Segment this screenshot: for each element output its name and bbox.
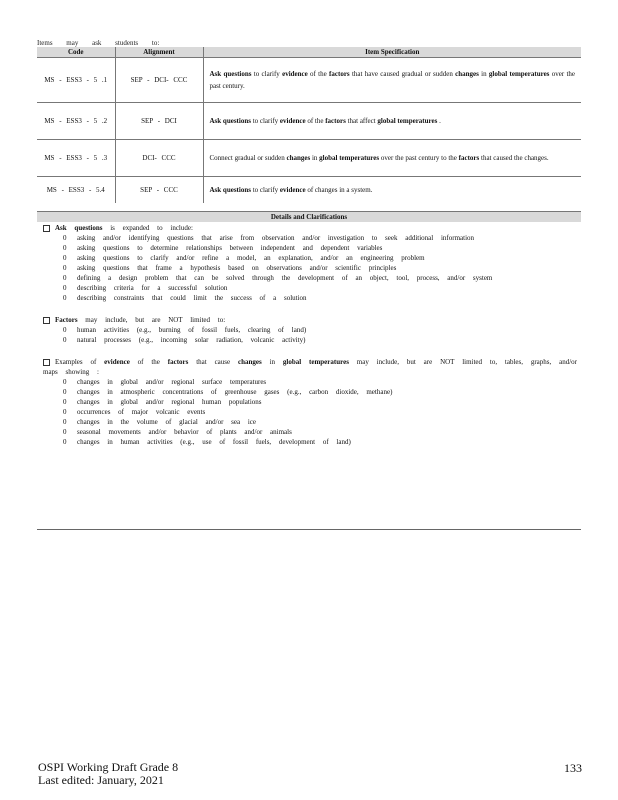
list-item-text: changes in global and/or regional surface temperatures [77, 378, 267, 386]
list-item [63, 233, 577, 243]
bottom-rule [37, 529, 581, 530]
text-run: that have caused gradual or sudden [349, 70, 456, 78]
emphasized-term: evidence [279, 186, 306, 194]
text-run: in [478, 70, 489, 78]
alignment-cell: SEP - DCI [115, 103, 203, 140]
list-item [63, 387, 577, 397]
list-item-text: changes in atmospheric concentrations of greenhouse gases (e.g., carbon dioxide, methane) [77, 388, 393, 396]
bullet-icon: 0 [63, 398, 67, 406]
emphasized-term: Ask questions [209, 70, 252, 78]
bullet-icon: 0 [63, 388, 67, 396]
text-run: may include, but are NOT limited to, tables, graphs, and/or maps showing : [43, 358, 577, 376]
bullet-icon: 0 [63, 428, 67, 436]
list-item [63, 407, 577, 417]
list-item-text: describing constraints that could limit the success of a solution [77, 294, 307, 302]
emphasized-term: global temperatures [488, 70, 550, 78]
text-run: may include, but are NOT limited to: [77, 316, 226, 324]
spec-cell [203, 103, 581, 140]
details-list [37, 377, 577, 447]
bullet-icon: 0 [63, 234, 67, 242]
details-block-title [37, 357, 577, 377]
text-run: of changes in a system. [305, 186, 373, 194]
emphasized-term: Ask questions [209, 186, 251, 194]
details-block [37, 315, 577, 345]
list-item-text: describing criteria for a successful solution [77, 284, 228, 292]
code-cell: MS - ESS3 - 5.4 [37, 177, 115, 204]
list-item-text: seasonal movements and/or behavior of plants and/or animals [77, 428, 292, 436]
text-run: to clarify [251, 70, 283, 78]
details-list [37, 325, 577, 345]
list-item [63, 437, 577, 447]
emphasized-term: changes [286, 154, 311, 162]
list-item [63, 417, 577, 427]
spec-cell [203, 140, 581, 177]
emphasized-term: evidence [282, 70, 308, 78]
text-run: over the past century to the [379, 154, 459, 162]
code-header: Code [37, 47, 115, 58]
details-block-title [37, 315, 577, 325]
table-row [37, 177, 581, 204]
text-run: of the [305, 117, 326, 125]
text-run: that affect [345, 117, 378, 125]
text-run: Examples of [55, 358, 105, 366]
text-run: in [310, 154, 320, 162]
text-run: to clarify [250, 186, 280, 194]
text-run: to clarify [250, 117, 280, 125]
list-item [63, 263, 577, 273]
square-bullet-icon [43, 225, 50, 232]
list-item-text: asking questions that frame a hypothesis based on observations and/or scientific principles [77, 264, 397, 272]
page-number: 133 [564, 761, 582, 775]
alignment-cell: SEP - DCI- CCC [115, 58, 203, 103]
emphasized-term: changes [237, 358, 262, 366]
details-list [37, 233, 577, 303]
list-item [63, 377, 577, 387]
item-specification-table [37, 47, 581, 203]
bullet-icon: 0 [63, 264, 67, 272]
table-row [37, 103, 581, 140]
emphasized-term: factors [329, 70, 350, 78]
list-item-text: defining a design problem that can be solved through the development of an object, tool, process, and/or system [77, 274, 493, 282]
spec-cell [203, 58, 581, 103]
table-header-row [37, 47, 581, 58]
text-run: of the [129, 358, 168, 366]
code-cell: MS - ESS3 - 5 .1 [37, 58, 115, 103]
intro-text: Items may ask students to: [37, 39, 160, 47]
emphasized-term: global temperatures [377, 117, 438, 125]
list-item-text: changes in global and/or regional human populations [77, 398, 262, 406]
bullet-icon: 0 [63, 294, 67, 302]
list-item-text: human activities (e.g., burning of fossil fuels, clearing of land) [77, 326, 307, 334]
list-item-text: occurrences of major volcanic events [77, 408, 206, 416]
list-item-text: asking questions to clarify and/or refine a model, an explanation, and/or an engineering problem [77, 254, 425, 262]
square-bullet-icon [43, 359, 50, 366]
details-clarifications-header: Details and Clarifications [37, 211, 581, 222]
bullet-icon: 0 [63, 326, 67, 334]
emphasized-term: factors [325, 117, 346, 125]
bullet-icon: 0 [63, 244, 67, 252]
bullet-icon: 0 [63, 254, 67, 262]
text-run: Connect gradual or sudden [209, 154, 287, 162]
alignment-cell: SEP - CCC [115, 177, 203, 204]
bullet-icon: 0 [63, 284, 67, 292]
details-section [37, 223, 577, 459]
list-item [63, 293, 577, 303]
list-item [63, 325, 577, 335]
code-cell: MS - ESS3 - 5 .3 [37, 140, 115, 177]
footer-edited-date: Last edited: January, 2021 [38, 773, 164, 787]
emphasized-term: global temperatures [282, 358, 349, 366]
list-item-text: natural processes (e.g., incoming solar radiation, volcanic activity) [77, 336, 306, 344]
table-row [37, 58, 581, 103]
details-block [37, 223, 577, 303]
bullet-icon: 0 [63, 274, 67, 282]
text-run: over the past century. [209, 70, 576, 90]
footer-draft-label: OSPI Working Draft Grade 8 [38, 760, 179, 774]
list-item [63, 427, 577, 437]
emphasized-term: evidence [104, 358, 130, 366]
alignment-header: Alignment [115, 47, 203, 58]
emphasized-term: Factors [55, 316, 78, 324]
list-item-text: changes in human activities (e.g., use of fossil fuels, development of land) [77, 438, 351, 446]
list-item [63, 397, 577, 407]
square-bullet-icon [43, 317, 50, 324]
bullet-icon: 0 [63, 336, 67, 344]
emphasized-term: changes [455, 70, 479, 78]
list-item-text: asking and/or identifying questions that arise from observation and/or investigation to seek additional information [77, 234, 475, 242]
list-item [63, 243, 577, 253]
emphasized-term: Ask questions [55, 224, 103, 232]
details-block [37, 357, 577, 447]
spec-cell [203, 177, 581, 204]
list-item [63, 273, 577, 283]
details-block-title [37, 223, 577, 233]
text-run: of the [307, 70, 330, 78]
bullet-icon: 0 [63, 378, 67, 386]
emphasized-term: factors [458, 154, 480, 162]
list-item [63, 283, 577, 293]
item-spec-header: Item Specification [203, 47, 581, 58]
list-item-text: changes in the volume of glacial and/or sea ice [77, 418, 257, 426]
footer [38, 761, 178, 787]
list-item [63, 335, 577, 345]
emphasized-term: factors [167, 358, 189, 366]
table-row [37, 140, 581, 177]
code-cell: MS - ESS3 - 5 .2 [37, 103, 115, 140]
emphasized-term: Ask questions [209, 117, 251, 125]
bullet-icon: 0 [63, 438, 67, 446]
emphasized-term: global temperatures [319, 154, 380, 162]
text-run: . [437, 117, 441, 125]
text-run: that cause [188, 358, 238, 366]
bullet-icon: 0 [63, 418, 67, 426]
list-item [63, 253, 577, 263]
text-run: in [261, 358, 283, 366]
bullet-icon: 0 [63, 408, 67, 416]
list-item-text: asking questions to determine relationships between independent and dependent variables [77, 244, 383, 252]
alignment-cell: DCI- CCC [115, 140, 203, 177]
text-run: that caused the changes. [479, 154, 549, 162]
emphasized-term: evidence [279, 117, 306, 125]
text-run: is expanded to include: [102, 224, 193, 232]
